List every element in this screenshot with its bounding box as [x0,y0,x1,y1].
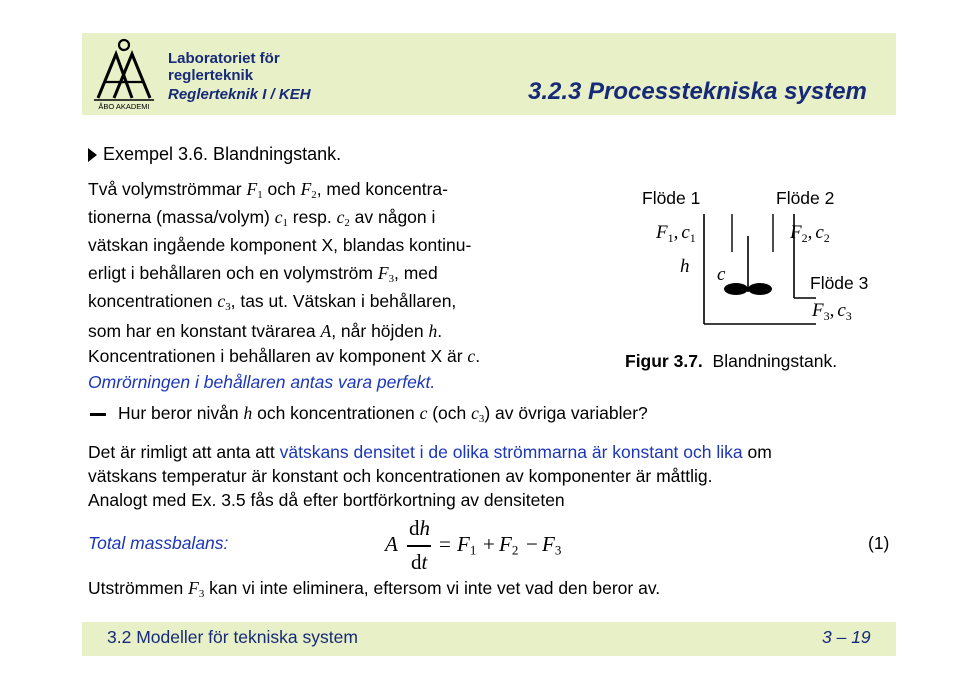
abo-akademi-logo-icon [92,36,156,112]
flow1-symbols: $F_1$, $c_1$ [656,222,696,245]
mixing-assumption: Omrörningen i behållaren antas vara perfekt. [88,372,436,392]
outflow-line: Utströmmen $F_3$ kan vi inte eliminera, eftersom vi inte vet vad den beror av. [88,578,661,601]
dash-bullet [90,413,106,416]
flow2-label: Flöde 2 [776,188,835,208]
para1-line2: tionerna (massa/volym) $c_1$ resp. $c_2$ av någon i [88,207,436,230]
course-name: Reglerteknik I / KEH [168,86,311,103]
para2-line1: Det är rimligt att anta att vätskans densitet i de olika strömmarna är konstant och lika om [88,442,772,462]
para1-line3: vätskan ingående komponent X, blandas kontinu- [88,235,472,255]
para1-line6: som har en konstant tvärarea A, når höjden h. [88,321,443,341]
massbalance-label: Total massbalans: [88,533,229,553]
question-line: Hur beror nivån h och koncentrationen c (och $c_3$) av övriga variabler? [118,403,648,426]
lab-title-line1: Laboratoriet för [168,50,280,67]
flow3-label: Flöde 3 [810,273,869,293]
tank-concentration-label: c [717,264,726,285]
para1-line7: Koncentrationen i behållaren av komponent X är c. [88,346,481,366]
figure-caption: Figur 3.7. Blandningstank. [625,351,838,371]
equation-number: (1) [868,533,890,553]
para2-line3: Analogt med Ex. 3.5 fås då efter bortförkortning av densiteten [88,490,565,510]
footer-chapter: 3.2 Modeller för tekniska system [107,627,358,647]
example-title: Exempel 3.6. Blandningstank. [103,144,342,164]
section-title: 3.2.3 Processtekniska system [528,78,867,105]
lab-title-line2: reglerteknik [168,67,254,84]
lab-title [168,50,280,84]
tank-level-label: h [680,256,690,277]
flow3-symbols: $F_3$, $c_3$ [812,300,852,323]
flow2-symbols: $F_2$, $c_2$ [790,222,830,245]
bullet-arrow-icon [88,148,97,162]
para1-line4: erligt i behållaren och en volymström $F_3$, med [88,263,438,286]
inflow-pipes [732,214,773,252]
flow1-label: Flöde 1 [642,188,701,208]
para2-line2: vätskans temperatur är konstant och koncentrationen av komponenter är måttlig. [88,466,713,486]
para1-line5: koncentrationen $c_3$, tas ut. Vätskan i behållaren, [88,291,457,314]
stirrer-icon [724,236,772,295]
para1-line1: Två volymströmmar $F_1$ och $F_2$, med koncentra- [88,179,448,202]
massbalance-equation: A dh dt = $F_1$ + $F_2$ − $F_3$ [385,516,562,574]
logo-text: ÅBO AKADEMI [98,102,150,111]
page-number: 3 – 19 [822,627,871,647]
